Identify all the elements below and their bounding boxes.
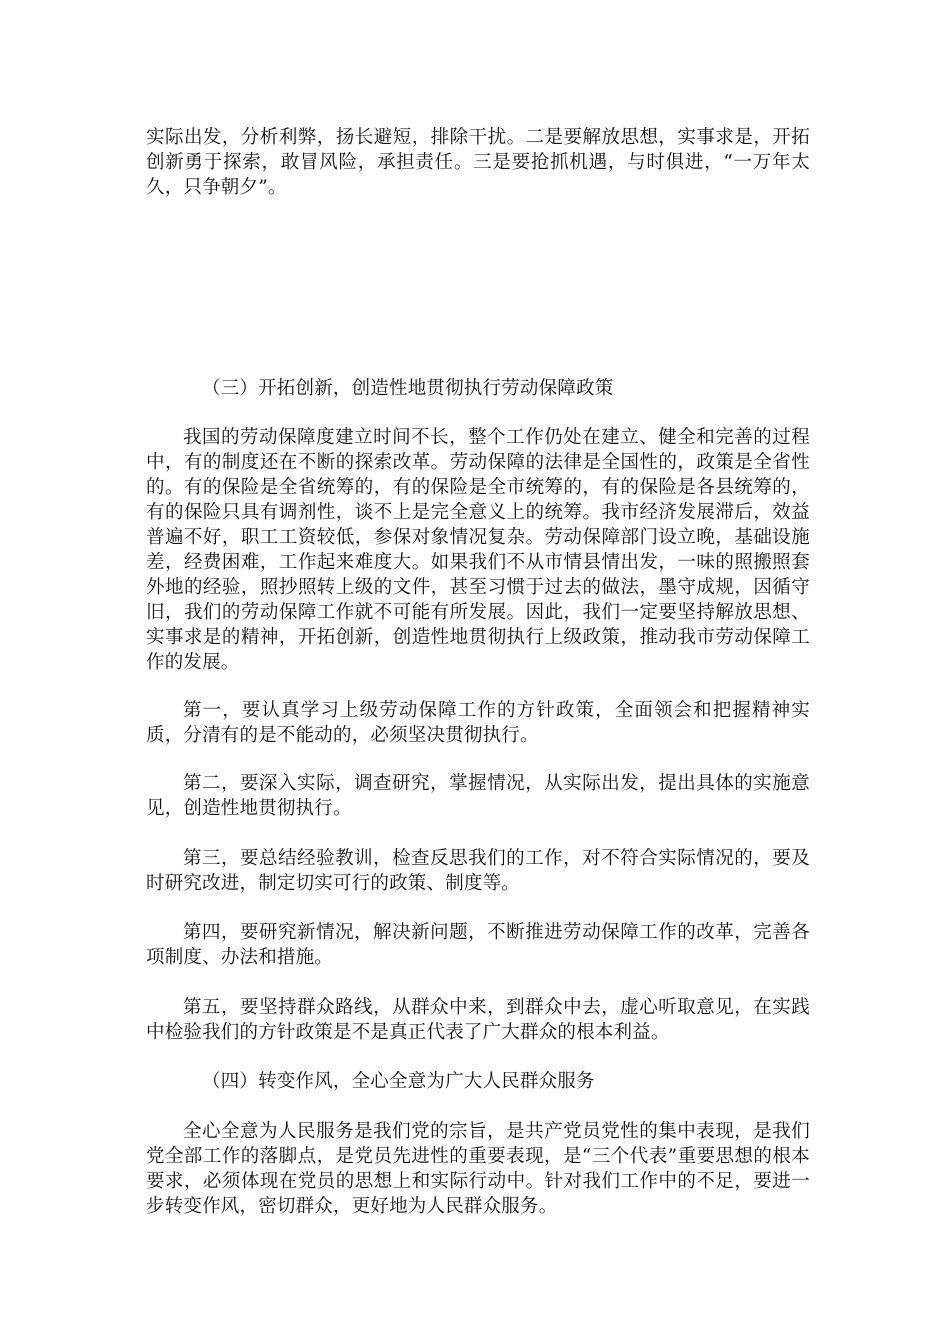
section-3-heading: （三）开拓创新，创造性地贯彻执行劳动保障政策 [202, 378, 614, 399]
top-paragraph: 实际出发，分析利弊，扬长避短，排除干扰。二是要解放思想，实事求是，开拓创新勇于探索，敢冒风险，承担责任。三是要抢抓机遇，与时俱进，“一万年太久，只争朝夕”。 [146, 127, 810, 198]
section-4-intro-block [146, 1119, 810, 1219]
point-5-block [146, 995, 810, 1045]
top-paragraph-block [146, 125, 810, 200]
section-4-intro: 全心全意为人民服务是我们党的宗旨，是共产党员党性的集中表现，是我们党全部工作的落脚点，是党员先进性的重要表现，是“三个代表”重要思想的根本要求，必须体现在党员的思想上和实际行动中。针对我们工作中的不足，要进一步转变作风，密切群众，更好地为人民群众服务。 [146, 1121, 810, 1217]
point-1-block [146, 698, 810, 748]
section-3-intro-block [146, 425, 810, 675]
point-5-paragraph: 第五，要坚持群众路线，从群众中来，到群众中去，虚心听取意见，在实践中检验我们的方针政策是不是真正代表了广大群众的根本利益。 [146, 997, 810, 1043]
section-3-heading-block [146, 376, 810, 401]
point-4-block [146, 920, 810, 970]
point-2-block [146, 771, 810, 821]
point-3-block [146, 846, 810, 896]
section-4-heading-block [146, 1069, 810, 1094]
point-1-paragraph: 第一，要认真学习上级劳动保障工作的方针政策，全面领会和把握精神实质，分清有的是不能动的，必须坚决贯彻执行。 [146, 700, 810, 746]
point-4-paragraph: 第四，要研究新情况，解决新问题，不断推进劳动保障工作的改革，完善各项制度、办法和措施。 [146, 922, 810, 968]
point-3-paragraph: 第三，要总结经验教训，检查反思我们的工作，对不符合实际情况的，要及时研究改进，制定切实可行的政策、制度等。 [146, 848, 810, 894]
point-2-paragraph: 第二，要深入实际，调查研究，掌握情况，从实际出发，提出具体的实施意见，创造性地贯彻执行。 [146, 773, 810, 819]
section-4-heading: （四）转变作风，全心全意为广大人民群众服务 [202, 1071, 595, 1092]
section-3-intro: 我国的劳动保障度建立时间不长，整个工作仍处在建立、健全和完善的过程中，有的制度还在不断的探索改革。劳动保障的法律是全国性的，政策是全省性的。有的保险是全省统筹的，有的保险是全市统筹的，有的保险是各县统筹的，有的保险只具有调剂性，谈不上是完全意义上的统筹。我市经济发展滞后，效益普遍不好，职工工资较低，参保对象情况复杂。劳动保障部门设立晚，基础设施差，经费困难，工作起来难度大。如果我们不从市情县情出发，一味的照搬照套外地的经验，照抄照转上级的文件，甚至习惯于过去的做法，墨守成规，因循守旧，我们的劳动保障工作就不可能有所发展。因此，我们一定要坚持解放思想、实事求是的精神，开拓创新，创造性地贯彻执行上级政策，推动我市劳动保障工作的发展。 [146, 427, 810, 673]
